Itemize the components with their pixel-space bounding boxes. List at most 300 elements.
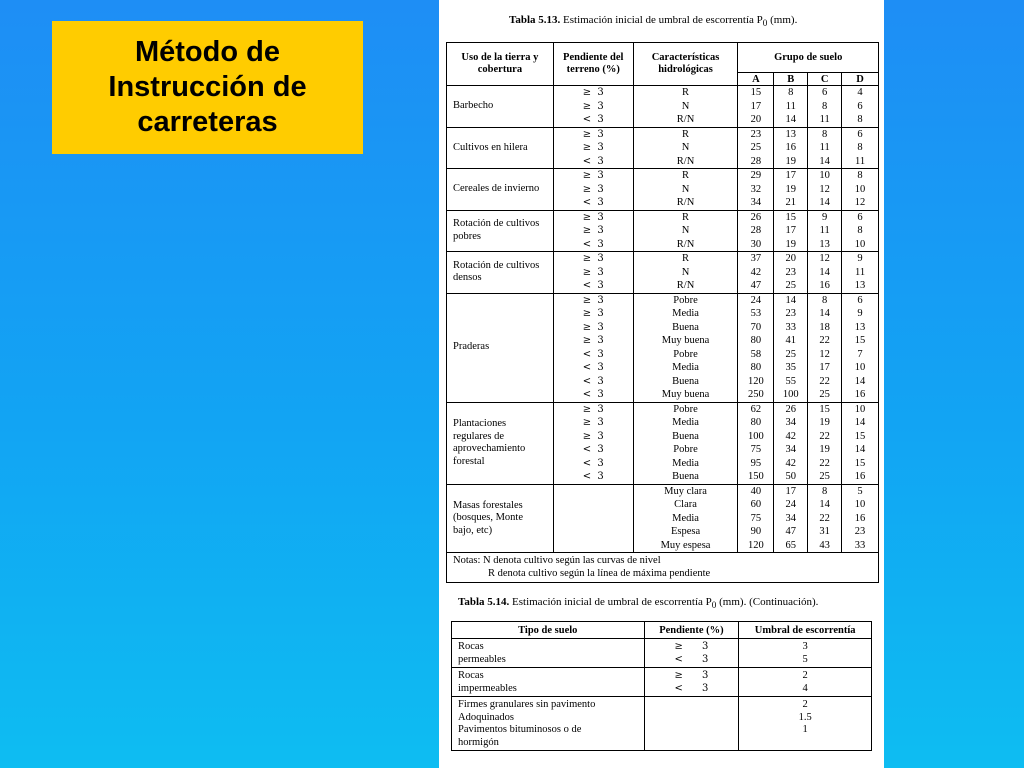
header-threshold: Umbral de escorrentía bbox=[739, 622, 872, 639]
threshold-value: 20 bbox=[750, 114, 762, 125]
group-a-cell bbox=[738, 293, 774, 402]
slide-title-line: carreteras bbox=[137, 106, 278, 138]
hydrologic-value: R/N bbox=[676, 197, 695, 208]
threshold-value: 21 bbox=[785, 197, 797, 208]
threshold-value: 28 bbox=[750, 225, 762, 236]
threshold-value: 8 bbox=[857, 142, 863, 153]
threshold-value: 34 bbox=[785, 417, 797, 428]
land-use-line: densos bbox=[453, 272, 482, 284]
slope-value: < 3 bbox=[582, 280, 604, 291]
threshold-value: 26 bbox=[785, 403, 797, 415]
hydrologic-value: Media bbox=[672, 512, 699, 524]
threshold-value: 11 bbox=[819, 225, 830, 236]
soil-type-cell bbox=[452, 668, 645, 697]
threshold-value: 100 bbox=[748, 430, 764, 442]
land-use-line: Cultivos en hilera bbox=[453, 141, 528, 153]
threshold-value: 42 bbox=[785, 457, 797, 469]
hydrologic-value: R bbox=[682, 128, 690, 140]
soil-type-cell bbox=[452, 697, 645, 751]
slope-value: ≥ 3 bbox=[582, 211, 604, 223]
hydrologic-value: Pobre bbox=[673, 403, 698, 415]
threshold-value: 5 bbox=[802, 653, 808, 665]
scanned-document bbox=[439, 0, 884, 768]
land-use-line: aprovechamiento bbox=[453, 443, 526, 454]
threshold-value: 47 bbox=[750, 280, 762, 291]
slope-cell bbox=[644, 697, 739, 751]
threshold-value: 95 bbox=[750, 457, 762, 469]
land-use-line: Plantaciones bbox=[453, 418, 507, 429]
slope-value: < 3 bbox=[674, 653, 709, 665]
threshold-value: 8 bbox=[822, 485, 828, 497]
table-row bbox=[447, 402, 879, 484]
threshold-value: 19 bbox=[819, 417, 830, 428]
hydrologic-value: Muy buena bbox=[661, 389, 710, 400]
slope-cell bbox=[553, 127, 633, 169]
header-hydrologic bbox=[633, 43, 738, 86]
threshold-value: 10 bbox=[854, 403, 866, 415]
hydrologic-value: Media bbox=[672, 362, 699, 373]
threshold-value: 23 bbox=[785, 308, 797, 319]
hydrologic-value: Muy espesa bbox=[660, 539, 711, 551]
threshold-value: 6 bbox=[822, 87, 828, 98]
header-soil-group: Grupo de suelo bbox=[738, 43, 879, 73]
hydrologic-value: R/N bbox=[676, 280, 695, 291]
table-row bbox=[452, 697, 872, 751]
hydrologic-value: N bbox=[681, 225, 690, 236]
hydrologic-value: Buena bbox=[672, 375, 699, 387]
threshold-value: 42 bbox=[750, 266, 762, 278]
slope-value: ≥ 3 bbox=[582, 403, 604, 415]
threshold-value: 25 bbox=[819, 389, 830, 400]
threshold-value: 25 bbox=[785, 348, 797, 360]
group-a-cell bbox=[738, 86, 774, 128]
hydrologic-value: N bbox=[681, 183, 690, 195]
land-use-line: regulares de bbox=[453, 430, 505, 442]
threshold-value: 14 bbox=[854, 417, 866, 428]
land-use-cell bbox=[447, 127, 554, 169]
land-use-line: pobres bbox=[453, 230, 481, 242]
land-use-line: Rotación de cultivos bbox=[453, 218, 540, 230]
hydrologic-cell bbox=[633, 169, 738, 211]
slope-cell bbox=[553, 293, 633, 402]
threshold-value: 80 bbox=[750, 417, 762, 428]
threshold-value: 75 bbox=[750, 512, 762, 524]
slide-title bbox=[108, 35, 306, 140]
slope-cell bbox=[644, 668, 739, 697]
threshold-value: 13 bbox=[854, 321, 866, 333]
threshold-value: 120 bbox=[748, 375, 764, 387]
threshold-value: 10 bbox=[854, 362, 866, 373]
hydrologic-value: Buena bbox=[672, 321, 699, 333]
table-row bbox=[452, 668, 872, 697]
hydrologic-value: N bbox=[681, 142, 690, 153]
caption-end: (mm). bbox=[767, 14, 798, 26]
threshold-value: 42 bbox=[785, 430, 797, 442]
threshold-value: 15 bbox=[785, 211, 797, 223]
land-use-line: Cereales de invierno bbox=[453, 183, 540, 194]
group-b-cell bbox=[774, 293, 808, 402]
slope-cell bbox=[553, 169, 633, 211]
hydrologic-value: Pobre bbox=[673, 294, 698, 306]
header-group-b: B bbox=[774, 73, 808, 86]
table-5-13-panel bbox=[439, 0, 884, 590]
slope-cell bbox=[644, 639, 739, 668]
threshold-value: 8 bbox=[822, 100, 828, 112]
soil-type-line: hormigón bbox=[458, 736, 499, 748]
slope-value: ≥ 3 bbox=[582, 183, 604, 195]
threshold-value: 6 bbox=[857, 100, 863, 112]
threshold-value: 10 bbox=[854, 238, 866, 250]
slope-value: ≥ 3 bbox=[582, 321, 604, 333]
threshold-value: 10 bbox=[819, 170, 830, 181]
threshold-value: 55 bbox=[785, 375, 797, 387]
slope-cell bbox=[553, 86, 633, 128]
threshold-value: 40 bbox=[750, 485, 762, 497]
slope-value: ≥ 3 bbox=[582, 253, 604, 264]
table-5-14 bbox=[451, 621, 872, 751]
threshold-value: 9 bbox=[857, 308, 863, 319]
hydrologic-value: Buena bbox=[672, 471, 699, 482]
hydrologic-value: Media bbox=[672, 308, 699, 319]
caption-text: Estimación inicial de umbral de escorrentía P bbox=[509, 596, 712, 608]
threshold-value: 30 bbox=[750, 238, 762, 250]
threshold-value: 4 bbox=[857, 87, 863, 98]
soil-type-line: impermeables bbox=[458, 682, 517, 694]
hydrologic-value: Media bbox=[672, 457, 699, 469]
hydrologic-value: Espesa bbox=[670, 526, 701, 537]
hydrologic-value: Pobre bbox=[673, 444, 698, 455]
threshold-value: 14 bbox=[819, 499, 830, 510]
soil-type-cell bbox=[452, 639, 645, 668]
threshold-value: 8 bbox=[857, 114, 863, 125]
threshold-value: 1 bbox=[802, 724, 808, 735]
land-use-line: bajo, etc) bbox=[453, 524, 493, 536]
threshold-value: 6 bbox=[857, 128, 863, 140]
land-use-cell bbox=[447, 210, 554, 252]
header-line: Uso de la tierra y bbox=[461, 52, 539, 63]
header-group-a: A bbox=[738, 73, 774, 86]
group-d-cell bbox=[842, 252, 879, 294]
slope-value: ≥ 3 bbox=[582, 128, 604, 140]
slope-value: ≥ 3 bbox=[582, 417, 604, 428]
threshold-value: 250 bbox=[748, 389, 764, 400]
slide-title-box bbox=[52, 21, 363, 154]
threshold-value: 14 bbox=[819, 155, 830, 167]
threshold-value: 22 bbox=[819, 335, 830, 346]
threshold-value: 32 bbox=[750, 183, 762, 195]
hydrologic-value: Buena bbox=[672, 430, 699, 442]
threshold-value: 47 bbox=[785, 526, 797, 537]
slope-value: ≥ 3 bbox=[582, 142, 604, 153]
threshold-value: 28 bbox=[750, 155, 762, 167]
slope-value: ≥ 3 bbox=[582, 430, 604, 442]
threshold-value: 31 bbox=[819, 526, 830, 537]
table-row bbox=[447, 252, 879, 294]
group-d-cell bbox=[842, 127, 879, 169]
group-b-cell bbox=[774, 169, 808, 211]
land-use-line: Barbecho bbox=[453, 100, 494, 111]
group-d-cell bbox=[842, 293, 879, 402]
slope-value: ≥ 3 bbox=[582, 294, 604, 306]
slope-value: < 3 bbox=[582, 444, 604, 455]
threshold-cell bbox=[739, 697, 872, 751]
table-5-14-caption bbox=[458, 596, 818, 610]
threshold-value: 6 bbox=[857, 211, 863, 223]
header-line: Pendiente del bbox=[563, 52, 624, 63]
threshold-cell bbox=[739, 668, 872, 697]
threshold-value: 1.5 bbox=[798, 711, 812, 723]
threshold-value: 17 bbox=[785, 170, 797, 181]
threshold-value: 60 bbox=[750, 499, 762, 510]
threshold-value: 22 bbox=[819, 512, 830, 524]
hydrologic-value: R/N bbox=[676, 114, 695, 125]
group-c-cell bbox=[808, 86, 842, 128]
slope-value: < 3 bbox=[582, 197, 604, 208]
hydrologic-cell bbox=[633, 252, 738, 294]
threshold-value: 14 bbox=[819, 197, 830, 208]
threshold-value: 62 bbox=[750, 403, 762, 415]
hydrologic-value: R bbox=[682, 170, 690, 181]
slope-value: < 3 bbox=[674, 682, 709, 694]
threshold-value: 17 bbox=[785, 485, 797, 497]
threshold-value: 17 bbox=[750, 100, 762, 112]
slope-cell bbox=[553, 252, 633, 294]
threshold-value: 23 bbox=[785, 266, 797, 278]
threshold-value: 25 bbox=[819, 471, 830, 482]
header-slope: Pendiente (%) bbox=[644, 622, 739, 639]
group-c-cell bbox=[808, 169, 842, 211]
group-a-cell bbox=[738, 210, 774, 252]
threshold-value: 25 bbox=[750, 142, 762, 153]
threshold-value: 12 bbox=[819, 348, 830, 360]
threshold-value: 16 bbox=[785, 142, 797, 153]
hydrologic-value: N bbox=[681, 266, 690, 278]
hydrologic-cell bbox=[633, 86, 738, 128]
hydrologic-cell bbox=[633, 402, 738, 484]
threshold-value: 33 bbox=[854, 539, 866, 551]
slope-value: ≥ 3 bbox=[582, 308, 604, 319]
slope-value: ≥ 3 bbox=[582, 87, 604, 98]
threshold-value: 18 bbox=[819, 321, 830, 333]
table-5-13-caption bbox=[509, 14, 797, 28]
hydrologic-value: Muy clara bbox=[664, 485, 707, 497]
soil-type-line: Rocas bbox=[458, 641, 484, 652]
soil-type-line: Adoquinados bbox=[458, 711, 514, 723]
threshold-value: 13 bbox=[819, 238, 830, 250]
soil-type-line: permeables bbox=[458, 653, 506, 665]
group-a-cell bbox=[738, 484, 774, 553]
table-5-13 bbox=[446, 42, 879, 583]
hydrologic-value: R/N bbox=[676, 155, 695, 167]
group-d-cell bbox=[842, 484, 879, 553]
slope-value: < 3 bbox=[582, 375, 604, 387]
slope-value: ≥ 3 bbox=[674, 670, 709, 681]
group-a-cell bbox=[738, 252, 774, 294]
threshold-value: 80 bbox=[750, 335, 762, 346]
table-row bbox=[452, 639, 872, 668]
threshold-value: 10 bbox=[854, 183, 866, 195]
threshold-value: 6 bbox=[857, 294, 863, 306]
threshold-value: 23 bbox=[750, 128, 762, 140]
slope-value: < 3 bbox=[582, 471, 604, 482]
threshold-value: 14 bbox=[785, 294, 797, 306]
hydrologic-value: Pobre bbox=[673, 348, 698, 360]
caption-end: (mm). (Continuación). bbox=[716, 596, 819, 608]
slope-value: ≥ 3 bbox=[582, 335, 604, 346]
slope-value: < 3 bbox=[582, 362, 604, 373]
threshold-value: 8 bbox=[822, 128, 828, 140]
group-c-cell bbox=[808, 484, 842, 553]
group-b-cell bbox=[774, 252, 808, 294]
threshold-value: 4 bbox=[802, 682, 808, 694]
threshold-value: 25 bbox=[785, 280, 797, 291]
header-line: terreno (%) bbox=[566, 64, 620, 75]
slope-value: ≥ 3 bbox=[582, 266, 604, 278]
slope-value: < 3 bbox=[582, 348, 604, 360]
threshold-value: 2 bbox=[802, 670, 808, 681]
hydrologic-value: N bbox=[681, 100, 690, 112]
slide-title-line: Método de bbox=[134, 36, 280, 68]
threshold-value: 15 bbox=[819, 403, 830, 415]
threshold-value: 12 bbox=[819, 253, 830, 264]
threshold-value: 14 bbox=[785, 114, 797, 125]
threshold-value: 17 bbox=[785, 225, 797, 236]
threshold-value: 19 bbox=[785, 238, 797, 250]
threshold-value: 90 bbox=[750, 526, 762, 537]
threshold-value: 100 bbox=[782, 389, 799, 400]
threshold-value: 20 bbox=[785, 253, 797, 264]
threshold-value: 12 bbox=[819, 183, 830, 195]
soil-type-line: Rocas bbox=[458, 670, 484, 681]
caption-subscript: 0 bbox=[762, 18, 768, 29]
land-use-cell bbox=[447, 484, 554, 553]
threshold-value: 9 bbox=[822, 211, 828, 223]
land-use-line: forestal bbox=[453, 455, 485, 467]
threshold-value: 10 bbox=[854, 499, 866, 510]
header-line: hidrológicas bbox=[658, 64, 713, 75]
header-soil-type: Tipo de suelo bbox=[452, 622, 645, 639]
table-row bbox=[447, 169, 879, 211]
slope-value: ≥ 3 bbox=[582, 225, 604, 236]
header-group-d: D bbox=[842, 73, 879, 86]
header-group-c: C bbox=[808, 73, 842, 86]
threshold-value: 22 bbox=[819, 430, 830, 442]
threshold-value: 15 bbox=[854, 430, 866, 442]
table-row bbox=[447, 86, 879, 128]
land-use-cell bbox=[447, 402, 554, 484]
caption-text: Estimación inicial de umbral de escorrentía P bbox=[560, 14, 763, 26]
slope-cell bbox=[553, 210, 633, 252]
soil-type-line: Firmes granulares sin pavimento bbox=[458, 699, 596, 710]
table-notes bbox=[447, 553, 879, 583]
hydrologic-cell bbox=[633, 293, 738, 402]
slope-value: ≥ 3 bbox=[582, 170, 604, 181]
slide-title-line: Instrucción de bbox=[108, 71, 307, 103]
threshold-value: 120 bbox=[748, 539, 764, 551]
threshold-value: 8 bbox=[822, 294, 828, 306]
threshold-value: 17 bbox=[819, 362, 830, 373]
slope-value: < 3 bbox=[582, 155, 604, 167]
table-5-14-panel bbox=[439, 590, 884, 768]
threshold-value: 11 bbox=[854, 155, 866, 167]
slope-value: < 3 bbox=[582, 238, 604, 250]
threshold-value: 70 bbox=[750, 321, 762, 333]
header-land-use bbox=[447, 43, 554, 86]
land-use-line: Praderas bbox=[453, 341, 490, 353]
threshold-value: 16 bbox=[819, 280, 830, 291]
threshold-value: 150 bbox=[748, 471, 764, 482]
threshold-value: 37 bbox=[750, 253, 762, 264]
note-line: Notas: N denota cultivo según las curvas de nivel bbox=[453, 555, 661, 566]
table-row bbox=[447, 293, 879, 402]
group-c-cell bbox=[808, 252, 842, 294]
threshold-value: 19 bbox=[785, 155, 797, 167]
threshold-value: 11 bbox=[785, 100, 796, 112]
hydrologic-value: R bbox=[682, 253, 690, 264]
group-b-cell bbox=[774, 127, 808, 169]
threshold-value: 53 bbox=[750, 308, 762, 319]
group-b-cell bbox=[774, 210, 808, 252]
land-use-line: Masas forestales bbox=[453, 499, 523, 511]
caption-subscript: 0 bbox=[711, 600, 717, 611]
land-use-cell bbox=[447, 293, 554, 402]
note-line: R denota cultivo según la línea de máxima pendiente bbox=[488, 567, 711, 579]
hydrologic-value: Media bbox=[672, 417, 699, 428]
group-a-cell bbox=[738, 402, 774, 484]
table-row bbox=[447, 484, 879, 553]
threshold-value: 11 bbox=[819, 114, 830, 125]
threshold-value: 22 bbox=[819, 457, 830, 469]
threshold-value: 5 bbox=[857, 485, 863, 497]
threshold-value: 35 bbox=[785, 362, 797, 373]
threshold-value: 14 bbox=[819, 308, 830, 319]
threshold-value: 14 bbox=[854, 375, 866, 387]
group-d-cell bbox=[842, 210, 879, 252]
threshold-value: 12 bbox=[854, 197, 866, 208]
slope-cell bbox=[553, 484, 633, 553]
threshold-value: 22 bbox=[819, 375, 830, 387]
threshold-value: 16 bbox=[854, 471, 866, 482]
slope-value: ≥ 3 bbox=[674, 641, 709, 652]
group-c-cell bbox=[808, 210, 842, 252]
threshold-value: 26 bbox=[750, 211, 762, 223]
header-line: cobertura bbox=[477, 64, 523, 75]
slope-cell bbox=[553, 402, 633, 484]
hydrologic-value: Muy buena bbox=[661, 335, 710, 346]
threshold-value: 34 bbox=[785, 444, 797, 455]
threshold-value: 7 bbox=[857, 348, 863, 360]
threshold-cell bbox=[739, 639, 872, 668]
threshold-value: 50 bbox=[785, 471, 797, 482]
table-row bbox=[447, 210, 879, 252]
threshold-value: 43 bbox=[819, 539, 830, 551]
group-d-cell bbox=[842, 402, 879, 484]
group-d-cell bbox=[842, 86, 879, 128]
hydrologic-value: Clara bbox=[674, 499, 697, 510]
group-d-cell bbox=[842, 169, 879, 211]
table-row bbox=[447, 127, 879, 169]
hydrologic-value: R bbox=[682, 87, 690, 98]
threshold-value: 8 bbox=[788, 87, 794, 98]
threshold-value: 8 bbox=[857, 170, 863, 181]
slope-value: < 3 bbox=[582, 389, 604, 400]
group-b-cell bbox=[774, 484, 808, 553]
threshold-value: 15 bbox=[750, 87, 762, 98]
threshold-value: 14 bbox=[819, 266, 830, 278]
threshold-value: 3 bbox=[802, 641, 808, 652]
group-c-cell bbox=[808, 127, 842, 169]
header-line: Características bbox=[651, 52, 720, 63]
